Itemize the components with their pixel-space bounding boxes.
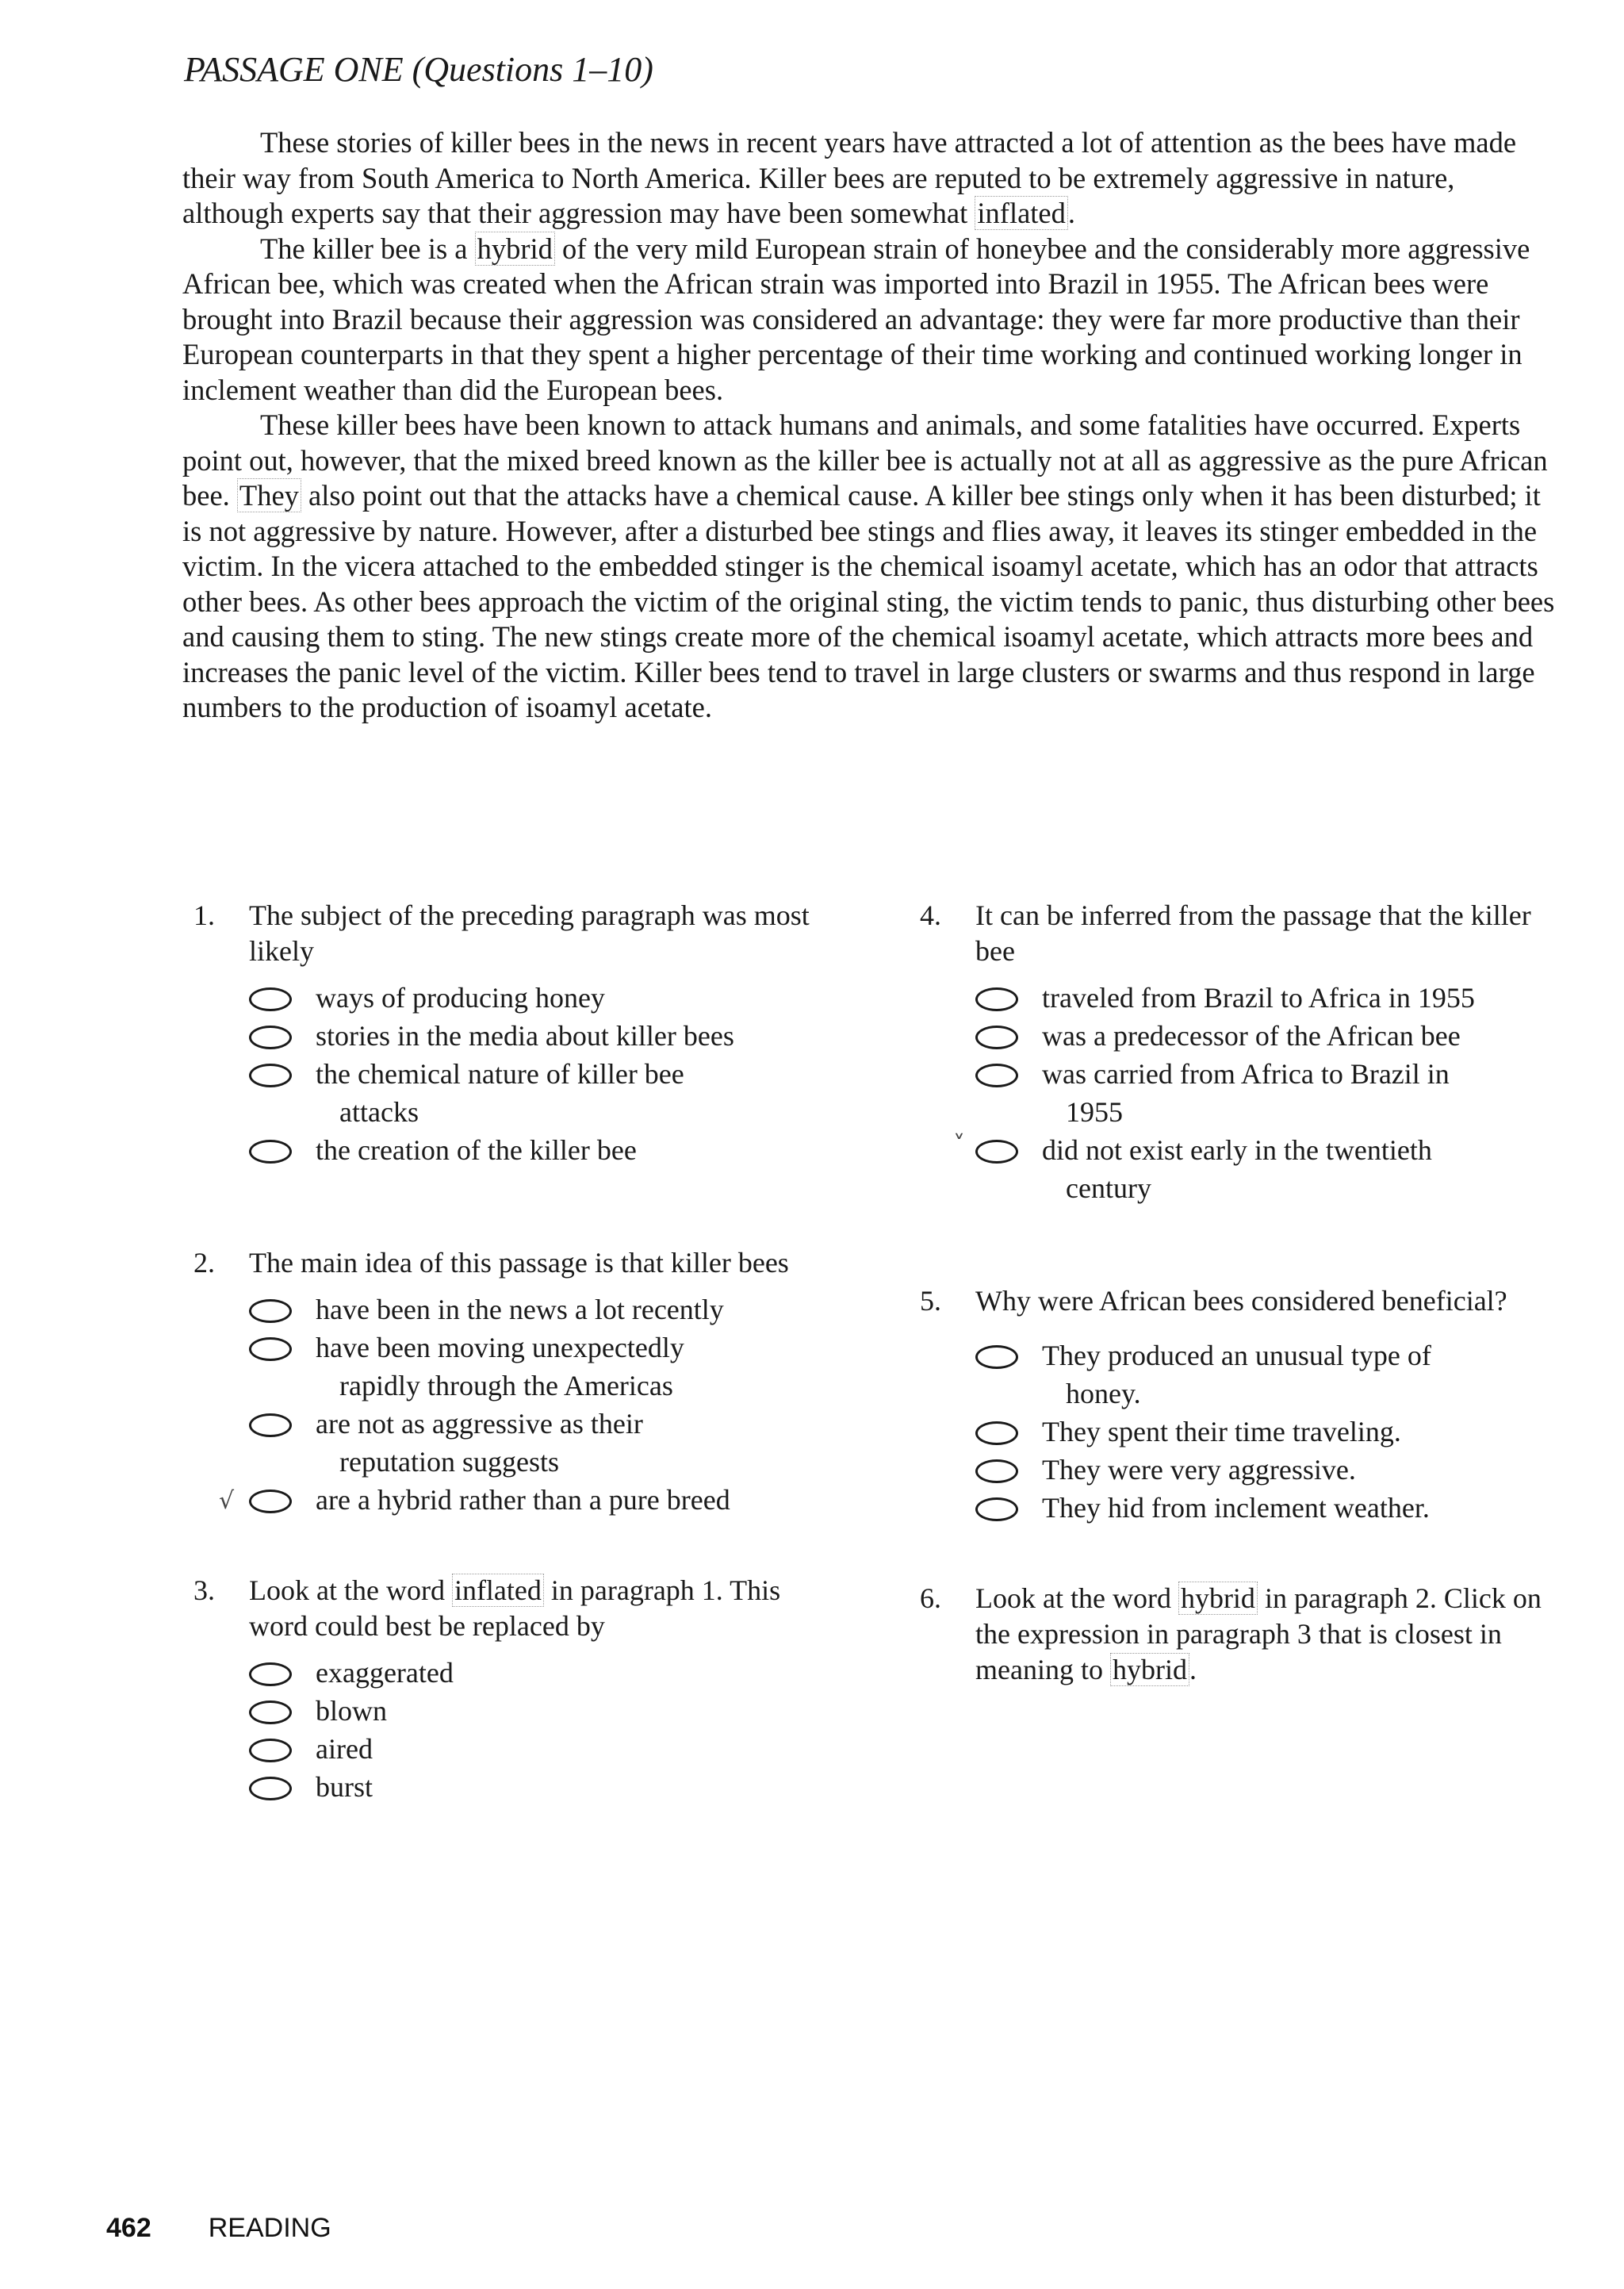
option-label: exaggerated bbox=[316, 1657, 454, 1689]
answer-options bbox=[975, 1336, 1554, 1527]
answer-option[interactable] bbox=[249, 1768, 828, 1806]
question-6 bbox=[920, 1581, 1554, 1688]
option-label-continued: rapidly through the Americas bbox=[339, 1370, 673, 1401]
answer-option[interactable] bbox=[249, 1329, 828, 1405]
question-number: 4. bbox=[920, 899, 941, 931]
p3-start: These killer bees have been known to attack humans and animals, and some fatalities have occurred. Experts point out, however, that the mixed breed known as the killer bee is actually not at all as aggressive as the pure African bee. bbox=[182, 408, 1548, 512]
answer-options bbox=[249, 979, 828, 1169]
radio-bubble-icon[interactable] bbox=[249, 1026, 292, 1049]
highlight-hybrid-ref: hybrid bbox=[1178, 1582, 1258, 1615]
radio-bubble-icon[interactable] bbox=[249, 1490, 292, 1513]
paragraph-1 bbox=[182, 125, 1559, 232]
question-number: 1. bbox=[193, 899, 215, 931]
question-number: 6. bbox=[920, 1582, 941, 1614]
option-label: They hid from inclement weather. bbox=[1042, 1492, 1430, 1524]
radio-bubble-icon[interactable] bbox=[249, 987, 292, 1011]
answer-options bbox=[249, 1654, 828, 1806]
answer-option[interactable] bbox=[219, 1481, 828, 1519]
page-number: 462 bbox=[106, 2213, 151, 2243]
radio-bubble-icon[interactable] bbox=[975, 1345, 1018, 1369]
checkmark-icon: √ bbox=[219, 1487, 235, 1515]
answer-option[interactable] bbox=[249, 1654, 828, 1692]
question-number: 3. bbox=[193, 1574, 215, 1606]
answer-option[interactable] bbox=[975, 1017, 1554, 1055]
question-stem bbox=[975, 1581, 1554, 1688]
option-label: are a hybrid rather than a pure breed bbox=[316, 1484, 730, 1516]
answer-option[interactable] bbox=[249, 1405, 828, 1481]
p3-text: also point out that the attacks have a chemical cause. A killer bee stings only when it has been disturbed; it is not aggressive by nature. However, after a disturbed bee stings and flies away, it leaves its stinger embedded in the victim. In the vicera attached to the embedded stinger is the chemical isoamyl acetate, which has an odor that attracts other bees. As other bees approach the victim of the original sting, the victim tends to panic, thus disturbing other bees and causing them to sting. The new stings create more of the chemical isoamyl acetate, which attracts more bees and increases the panic level of the victim. Killer bees tend to travel in large clusters or swarms and thus respond in large numbers to the production of isoamyl acetate. bbox=[182, 479, 1555, 723]
option-label: traveled from Brazil to Africa in 1955 bbox=[1042, 982, 1475, 1014]
highlight-they[interactable]: They bbox=[237, 478, 301, 512]
p2-text: of the very mild European strain of honeybee and the considerably more aggressive African bee, which was created when the African strain was imported into Brazil in 1955. The African bees were brought into Brazil because their aggression was considered an advantage: they were far more productive than their European counterparts in that they spent a higher percentage of their time working and continued working longer in inclement weather than did the European bees. bbox=[182, 232, 1530, 406]
radio-bubble-icon[interactable] bbox=[249, 1413, 292, 1437]
radio-bubble-icon[interactable] bbox=[975, 1064, 1018, 1087]
option-label: burst bbox=[316, 1771, 373, 1803]
paragraph-3 bbox=[182, 408, 1559, 726]
answer-option[interactable] bbox=[975, 1489, 1554, 1527]
option-label-continued: attacks bbox=[339, 1096, 419, 1128]
question-2 bbox=[193, 1245, 828, 1519]
radio-bubble-icon[interactable] bbox=[975, 1497, 1018, 1521]
option-label: the creation of the killer bee bbox=[316, 1134, 637, 1166]
question-stem bbox=[249, 1573, 828, 1644]
option-label: have been moving unexpectedly bbox=[316, 1332, 684, 1363]
radio-bubble-icon[interactable] bbox=[249, 1337, 292, 1361]
answer-options bbox=[219, 1290, 828, 1519]
option-label-continued: honey. bbox=[1066, 1378, 1141, 1409]
option-label: They spent their time traveling. bbox=[1042, 1416, 1401, 1447]
highlight-inflated-ref: inflated bbox=[452, 1574, 544, 1607]
question-stem: It can be inferred from the passage that the killer bee bbox=[975, 899, 1531, 967]
answer-option[interactable] bbox=[249, 979, 828, 1017]
answer-option[interactable] bbox=[975, 1413, 1554, 1451]
answer-options bbox=[953, 979, 1554, 1207]
option-label: stories in the media about killer bees bbox=[316, 1020, 734, 1052]
stem-text: Look at the word bbox=[249, 1574, 452, 1606]
radio-bubble-icon[interactable] bbox=[975, 1421, 1018, 1445]
question-number: 2. bbox=[193, 1247, 215, 1279]
option-label: aired bbox=[316, 1733, 373, 1765]
radio-bubble-icon[interactable] bbox=[975, 1459, 1018, 1483]
option-label: was carried from Africa to Brazil in bbox=[1042, 1058, 1450, 1090]
question-4 bbox=[920, 898, 1554, 1207]
p1-text: These stories of killer bees in the news in recent years have attracted a lot of attention as the bees have made their way from South America to North America. Killer bees are reputed to be extremely aggressive in nature, although experts say that their aggression may have been somewhat bbox=[182, 126, 1517, 229]
radio-bubble-icon[interactable] bbox=[249, 1662, 292, 1686]
question-1 bbox=[193, 898, 828, 1169]
option-label: was a predecessor of the African bee bbox=[1042, 1020, 1461, 1052]
option-label: blown bbox=[316, 1695, 387, 1727]
answer-option[interactable] bbox=[249, 1692, 828, 1730]
question-5 bbox=[920, 1283, 1554, 1527]
answer-option[interactable] bbox=[249, 1290, 828, 1329]
highlight-inflated[interactable]: inflated bbox=[975, 196, 1067, 230]
answer-option[interactable] bbox=[975, 1451, 1554, 1489]
radio-bubble-icon[interactable] bbox=[249, 1777, 292, 1800]
paragraph-2 bbox=[182, 232, 1559, 408]
answer-option[interactable] bbox=[249, 1055, 828, 1131]
option-label-continued: 1955 bbox=[1066, 1096, 1123, 1128]
radio-bubble-icon[interactable] bbox=[249, 1299, 292, 1323]
stem-text: Look at the word bbox=[975, 1582, 1178, 1614]
option-label: They were very aggressive. bbox=[1042, 1454, 1356, 1486]
answer-option[interactable] bbox=[975, 979, 1554, 1017]
p2-start: The killer bee is a bbox=[260, 232, 475, 265]
question-number: 5. bbox=[920, 1285, 941, 1317]
radio-bubble-icon[interactable] bbox=[249, 1140, 292, 1164]
option-label: are not as aggressive as their bbox=[316, 1408, 643, 1440]
radio-bubble-icon[interactable] bbox=[975, 1140, 1018, 1164]
answer-option[interactable] bbox=[975, 1055, 1554, 1131]
highlight-hybrid-ref: hybrid bbox=[1110, 1653, 1189, 1686]
answer-option[interactable] bbox=[249, 1730, 828, 1768]
option-label: They produced an unusual type of bbox=[1042, 1340, 1431, 1371]
section-label: READING bbox=[208, 2213, 331, 2243]
answer-option[interactable] bbox=[953, 1131, 1554, 1207]
radio-bubble-icon[interactable] bbox=[249, 1700, 292, 1724]
option-label: have been in the news a lot recently bbox=[316, 1294, 724, 1325]
radio-bubble-icon[interactable] bbox=[975, 987, 1018, 1011]
option-label-continued: reputation suggests bbox=[339, 1446, 559, 1478]
radio-bubble-icon[interactable] bbox=[975, 1026, 1018, 1049]
tick-mark-icon: ˅ bbox=[953, 1131, 965, 1159]
p1-end: . bbox=[1067, 197, 1076, 229]
stem-text: in paragraph 2. Click on the expression in paragraph 3 that is closest in meaning to bbox=[975, 1582, 1542, 1685]
questions-right-column bbox=[920, 898, 1554, 1688]
answer-option[interactable] bbox=[249, 1131, 828, 1169]
option-label-continued: century bbox=[1066, 1172, 1151, 1204]
radio-bubble-icon[interactable] bbox=[249, 1064, 292, 1087]
question-3 bbox=[193, 1573, 828, 1806]
answer-option[interactable] bbox=[975, 1336, 1554, 1413]
option-label: the chemical nature of killer bee bbox=[316, 1058, 684, 1090]
option-label: ways of producing honey bbox=[316, 982, 605, 1014]
questions-left-column bbox=[193, 898, 828, 1835]
passage-text bbox=[182, 125, 1559, 726]
question-stem: The main idea of this passage is that killer bees bbox=[249, 1247, 789, 1279]
option-label: did not exist early in the twentieth bbox=[1042, 1134, 1432, 1166]
questions-area bbox=[0, 898, 1624, 2088]
question-stem: The subject of the preceding paragraph was most likely bbox=[249, 899, 810, 967]
stem-text: . bbox=[1189, 1654, 1197, 1685]
passage-title: PASSAGE ONE (Questions 1–10) bbox=[184, 50, 653, 89]
page-footer bbox=[106, 2213, 331, 2244]
stem-text: in paragraph 1. This word could best be replaced by bbox=[249, 1574, 781, 1642]
radio-bubble-icon[interactable] bbox=[249, 1739, 292, 1762]
highlight-hybrid[interactable]: hybrid bbox=[475, 232, 555, 266]
question-stem: Why were African bees considered beneficial? bbox=[975, 1285, 1507, 1317]
answer-option[interactable] bbox=[249, 1017, 828, 1055]
